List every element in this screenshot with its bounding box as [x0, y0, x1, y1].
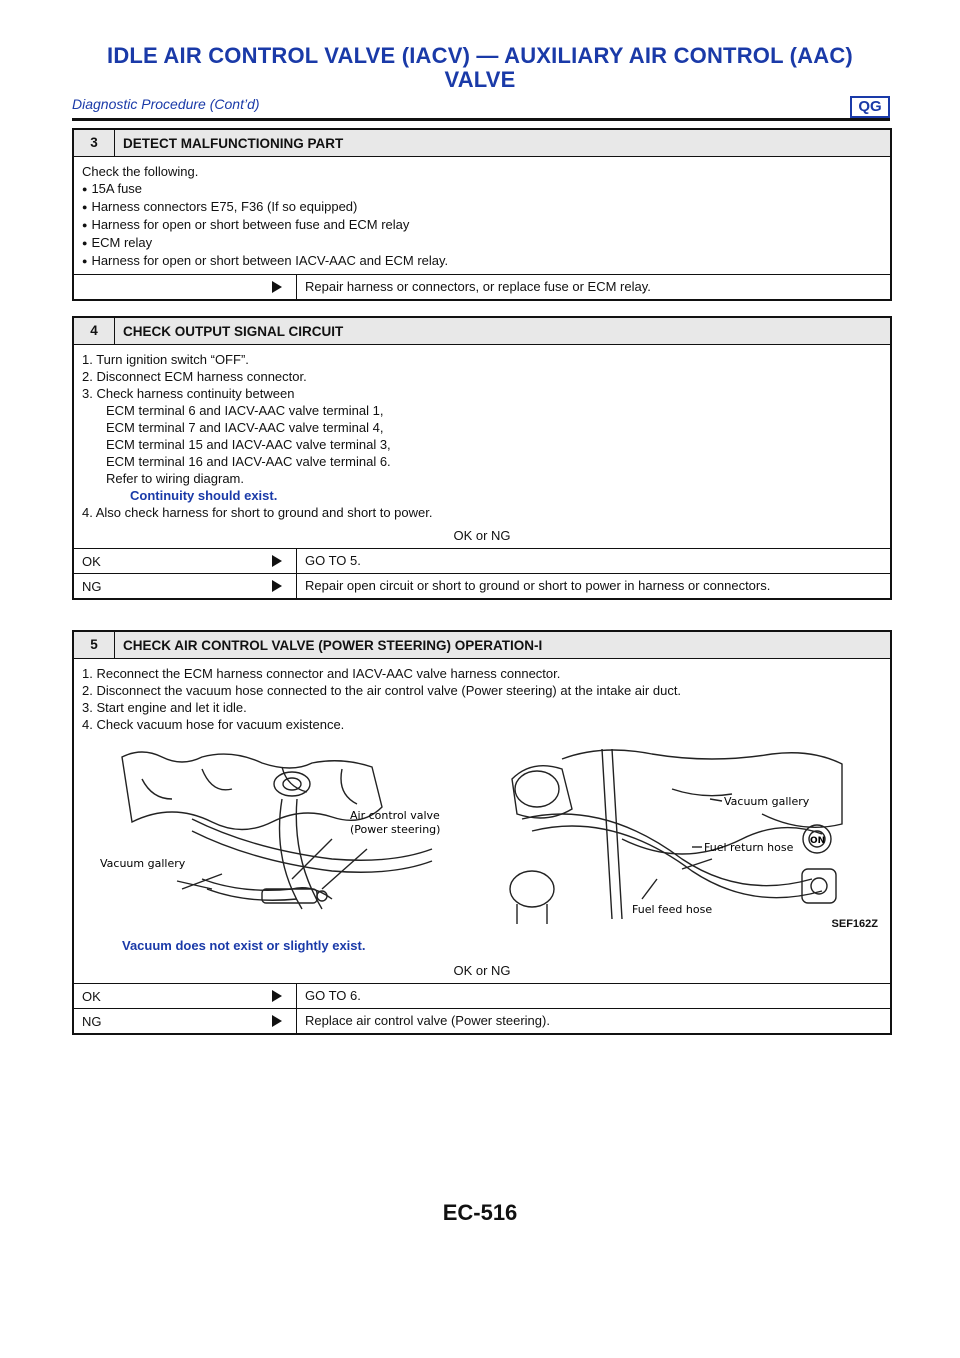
check-item: ● 15A fuse — [82, 180, 882, 198]
label-vacuum-gallery-left: Vacuum gallery — [100, 857, 186, 870]
result-row-ng — [74, 573, 890, 598]
check-item: ● ECM relay — [82, 234, 882, 252]
arrow-right-icon — [272, 1009, 296, 1033]
step-number: 3 — [74, 130, 115, 156]
figure-code: SEF162Z — [831, 918, 878, 930]
label-air-control-valve: Air control valve — [350, 809, 440, 822]
step-title: DETECT MALFUNCTIONING PART — [123, 135, 344, 151]
page-number: EC-516 — [442, 1200, 518, 1225]
instruction-line: 2. Disconnect the vacuum hose connected to the air control valve (Power steering) at the intake air duct. — [82, 683, 682, 698]
arrow-right-icon — [272, 275, 296, 299]
instruction-line: 4. Also check harness for short to ground and short to power. — [82, 505, 433, 520]
step-4-header — [74, 318, 890, 345]
arrow-right-icon — [272, 574, 296, 598]
spec-text: Continuity should exist. — [130, 488, 278, 503]
check-item: ● Harness for open or short between IACV-AAC and ECM relay. — [82, 252, 882, 270]
label-power-steering: (Power steering) — [350, 823, 441, 836]
check-item: ● Harness for open or short between fuse and ECM relay — [82, 216, 882, 234]
terminal-line: Refer to wiring diagram. — [106, 471, 244, 486]
step-5-header — [74, 632, 890, 659]
instruction-line: 1. Reconnect the ECM harness connector and IACV-AAC valve harness connector. — [82, 666, 561, 681]
result-label: OK — [82, 553, 101, 569]
step-4-body — [74, 345, 890, 548]
check-item: ● Harness connectors E75, F36 (If so equipped) — [82, 198, 882, 216]
arrow-right-icon — [272, 984, 296, 1008]
label-fuel-return-hose: Fuel return hose — [704, 841, 794, 854]
terminal-line: ECM terminal 16 and IACV-AAC valve terminal 6. — [106, 454, 391, 469]
result-row-ok — [74, 983, 890, 1008]
result-row-ng — [74, 1008, 890, 1033]
instruction-line: 1. Turn ignition switch “OFF”. — [82, 352, 249, 367]
step-5-box — [72, 630, 892, 1035]
instruction-line: 3. Check harness continuity between — [82, 386, 295, 401]
ok-ng-label: OK or NG — [453, 963, 511, 978]
engine-illustration — [82, 739, 882, 937]
step-3-header — [74, 130, 890, 157]
instruction-line: 4. Check vacuum hose for vacuum existence. — [82, 717, 345, 732]
result-label: OK — [82, 988, 101, 1004]
step-number: 5 — [74, 632, 115, 658]
step-3-body — [74, 157, 890, 274]
step-intro: Check the following. — [82, 164, 199, 179]
terminal-line: ECM terminal 15 and IACV-AAC valve terminal 3, — [106, 437, 391, 452]
result-text: Replace air control valve (Power steering). — [296, 1009, 890, 1033]
label-vacuum-gallery-right: Vacuum gallery — [724, 795, 810, 808]
arrow-right-icon — [272, 549, 296, 573]
terminal-line: ECM terminal 6 and IACV-AAC valve terminal 1, — [106, 403, 384, 418]
step-title: CHECK OUTPUT SIGNAL CIRCUIT — [123, 323, 344, 339]
engine-badge: QG — [850, 96, 890, 118]
result-label: NG — [82, 1013, 102, 1029]
instruction-line: 3. Start engine and let it idle. — [82, 700, 247, 715]
result-text: Repair open circuit or short to ground or short to power in harness or connectors. — [296, 574, 890, 598]
result-text: Repair harness or connectors, or replace fuse or ECM relay. — [296, 275, 890, 299]
ok-ng-label: OK or NG — [453, 528, 511, 543]
step-number: 4 — [74, 318, 115, 344]
label-on: ON — [810, 836, 826, 846]
instruction-line: 2. Disconnect ECM harness connector. — [82, 369, 307, 384]
label-fuel-feed-hose: Fuel feed hose — [632, 903, 713, 916]
spec-text: Vacuum does not exist or slightly exist. — [122, 938, 366, 953]
step-title: CHECK AIR CONTROL VALVE (POWER STEERING) OPERATION-I — [123, 637, 543, 653]
result-text: GO TO 5. — [296, 549, 890, 573]
step-5-body — [74, 659, 890, 983]
header-rule — [72, 118, 890, 121]
terminal-line: ECM terminal 7 and IACV-AAC valve terminal 4, — [106, 420, 384, 435]
page-subtitle: Diagnostic Procedure (Cont’d) — [72, 96, 260, 112]
result-label: NG — [82, 578, 102, 594]
step-4-box — [72, 316, 892, 600]
step-3-box — [72, 128, 892, 301]
page-title: IDLE AIR CONTROL VALVE (IACV) — AUXILIARY AIR CONTROL (AAC) VALVE — [107, 43, 853, 92]
engine-figure — [82, 739, 882, 937]
result-row-ok — [74, 548, 890, 573]
result-text: GO TO 6. — [296, 984, 890, 1008]
result-row — [74, 274, 890, 299]
